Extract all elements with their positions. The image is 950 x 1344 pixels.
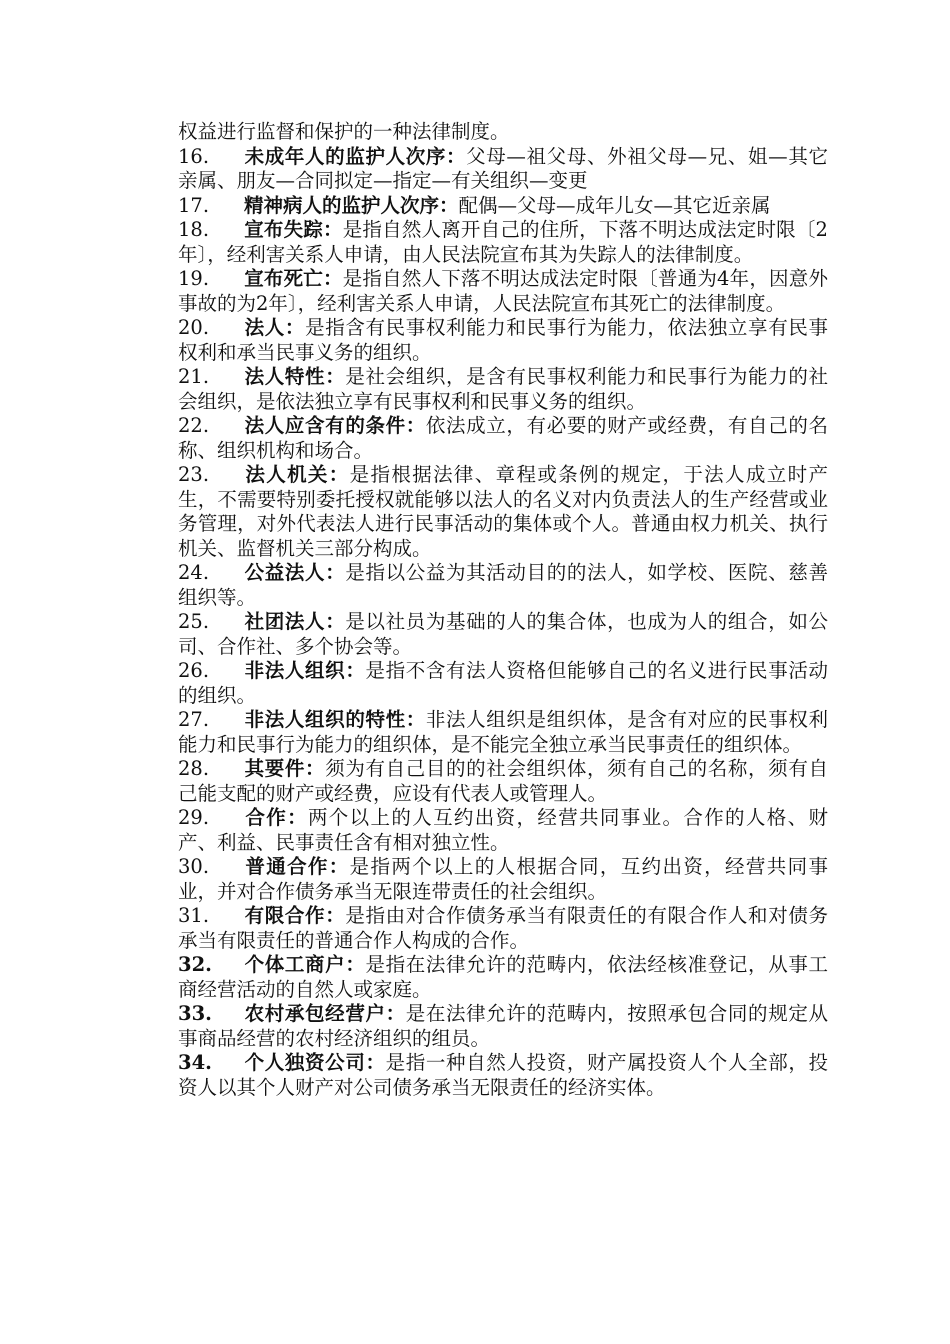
- item-term: 公益法人: [244, 561, 326, 584]
- list-item: [178, 463, 828, 561]
- list-item: [178, 855, 828, 904]
- item-definition: 依法成立，有必要的财产或经费，有自己的名称、组织机构和场合。: [178, 414, 828, 462]
- item-definition: 是社会组织，是含有民事权利能力和民事行为能力的社会组织，是依法独立享有民事权利和民事义务的组织。: [178, 365, 828, 413]
- item-term: 合作: [244, 806, 288, 829]
- list-item: [178, 414, 828, 463]
- item-definition: 是指自然人离开自己的住所，下落不明达成法定时限〔2年〕，经利害关系人申请，由人民法院宣布其为失踪人的法律制度。: [178, 218, 828, 266]
- item-separator: ：: [323, 218, 343, 241]
- item-term: 宣布失踪: [244, 218, 324, 241]
- item-term: 其要件: [244, 757, 306, 780]
- item-number: 30.: [178, 855, 210, 878]
- item-number: 24.: [178, 561, 210, 584]
- item-term: 法人: [244, 316, 285, 339]
- list-item: [178, 757, 828, 806]
- item-separator: ：: [325, 904, 346, 927]
- item-separator: ：: [405, 708, 426, 731]
- item-separator: ：: [345, 659, 366, 682]
- item-separator: ：: [325, 610, 346, 633]
- list-item: [178, 806, 828, 855]
- item-number: 27.: [178, 708, 210, 731]
- item-separator: ：: [328, 855, 350, 878]
- item-separator: ：: [323, 267, 343, 290]
- item-definition: 是指一种自然人投资，财产属投资人个人全部，投资人以其个人财产对公司债务承当无限责任的经济实体。: [178, 1051, 828, 1099]
- item-separator: ：: [284, 316, 306, 339]
- list-item: [178, 953, 828, 1002]
- item-definition: 是指两个以上的人根据合同，互约出资，经营共同事业，并对合作债务承当无限连带责任的社会组织。: [178, 855, 828, 903]
- item-number: 23.: [178, 463, 210, 486]
- definition-list: [178, 145, 828, 1101]
- list-item: [178, 610, 828, 659]
- list-item: [178, 1051, 828, 1100]
- item-separator: ：: [287, 806, 308, 829]
- item-number: 20.: [178, 316, 210, 339]
- item-number: 31.: [178, 904, 210, 927]
- item-term: 有限合作: [244, 904, 326, 927]
- item-definition: 是指在法律允许的范畴内，依法经核准登记，从事工商经营活动的自然人或家庭。: [178, 953, 828, 1001]
- item-number: 21.: [178, 365, 210, 388]
- item-number: 29.: [178, 806, 210, 829]
- list-item: [178, 904, 828, 953]
- item-separator: ：: [305, 757, 326, 780]
- list-item: [178, 659, 828, 708]
- item-number: 17.: [178, 193, 210, 217]
- item-number: 18.: [178, 218, 210, 241]
- item-separator: ：: [446, 144, 467, 168]
- item-definition: 须为有自己目的的社会组织体，须有自己的名称，须有自己能支配的财产或经费，应设有代表人或管理人。: [178, 757, 828, 805]
- list-item: [178, 1002, 828, 1051]
- item-term: 非法人组织的特性: [244, 708, 406, 731]
- list-item: [178, 218, 828, 267]
- item-number: 26.: [178, 659, 210, 682]
- item-separator: ：: [328, 463, 350, 486]
- item-number: 32.: [178, 953, 212, 976]
- item-term: 个人独资公司: [244, 1051, 366, 1074]
- list-item: [178, 194, 828, 219]
- item-term: 精神病人的监护人次序: [244, 193, 440, 217]
- item-number: 16.: [178, 144, 210, 168]
- item-separator: ：: [439, 193, 459, 217]
- item-definition: 是指由对合作债务承当有限责任的有限合作人和对债务承当有限责任的普通合作人构成的合作。: [178, 904, 828, 952]
- intro-text: 权益进行监督和保护的一种法律制度。: [178, 120, 510, 143]
- item-definition: 两个以上的人互约出资，经营共同事业。合作的人格、财产、利益、民事责任含有相对独立性。: [178, 806, 828, 854]
- item-definition: 是在法律允许的范畴内，按照承包合同的规定从事商品经营的农村经济组织的组员。: [178, 1002, 828, 1050]
- item-separator: ：: [325, 365, 346, 388]
- item-definition: 配偶—父母—成年儿女—其它近亲属: [458, 193, 771, 217]
- item-separator: ：: [385, 1002, 406, 1025]
- item-term: 农村承包经营户: [244, 1002, 386, 1025]
- document-page: [178, 120, 828, 1100]
- item-definition: 是指不含有法人资格但能够自己的名义进行民事活动的组织。: [178, 659, 828, 707]
- list-item: [178, 267, 828, 316]
- list-item: [178, 365, 828, 414]
- item-definition: 是指自然人下落不明达成法定时限〔普通为4年，因意外事故的为2年〕，经利害关系人申请，人民法院宣布其死亡的法律制度。: [178, 267, 828, 315]
- item-definition: 是指以公益为其活动目的的法人，如学校、医院、慈善组织等。: [178, 561, 828, 609]
- item-number: 22.: [178, 414, 210, 437]
- item-definition: 是指根据法律、章程或条例的规定，于法人成立时产生，不需要特别委托授权就能够以法人的名义对内负责法人的生产经营或业务管理，对外代表法人进行民事活动的集体或个人。普通由权力机关、执行机关、监督机关三部分构成。: [178, 463, 828, 560]
- item-term: 法人机关: [244, 463, 329, 486]
- item-term: 社团法人: [244, 610, 326, 633]
- list-item: [178, 145, 828, 194]
- item-term: 宣布死亡: [244, 267, 324, 290]
- list-item: [178, 316, 828, 365]
- item-separator: ：: [405, 414, 426, 437]
- item-term: 个体工商户: [244, 953, 346, 976]
- item-separator: ：: [365, 1051, 386, 1074]
- list-item: [178, 561, 828, 610]
- item-term: 法人特性: [244, 365, 326, 388]
- item-number: 19.: [178, 267, 210, 290]
- item-number: 33.: [178, 1002, 212, 1025]
- item-separator: ：: [345, 953, 366, 976]
- item-separator: ：: [325, 561, 346, 584]
- item-term: 法人应含有的条件: [244, 414, 406, 437]
- item-definition: 非法人组织是组织体，是含有对应的民事权利能力和民事行为能力的组织体，是不能完全独立承当民事责任的组织体。: [178, 708, 828, 756]
- item-definition: 父母—祖父母、外祖父母—兄、姐—其它亲属、朋友—合同拟定—指定—有关组织—变更: [178, 144, 828, 192]
- item-number: 34.: [178, 1051, 212, 1074]
- list-item: [178, 708, 828, 757]
- item-term: 非法人组织: [244, 659, 346, 682]
- item-term: 普通合作: [244, 855, 329, 878]
- item-number: 25.: [178, 610, 210, 633]
- item-term: 未成年人的监护人次序: [244, 144, 446, 168]
- item-definition: 是指含有民事权利能力和民事行为能力，依法独立享有民事权利和承当民事义务的组织。: [178, 316, 828, 364]
- item-definition: 是以社员为基础的人的集合体，也成为人的组合，如公司、合作社、多个协会等。: [178, 610, 828, 658]
- item-number: 28.: [178, 757, 210, 780]
